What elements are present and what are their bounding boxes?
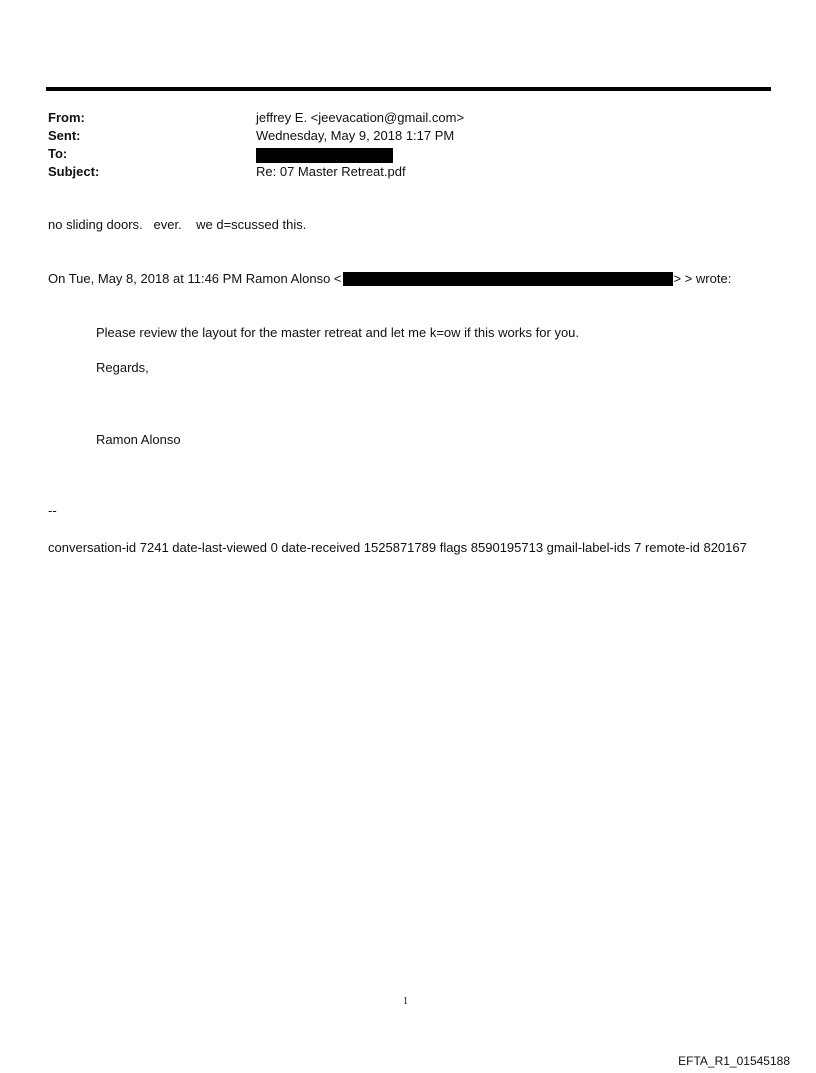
quote-intro: [48, 270, 731, 287]
redaction-box: [343, 272, 673, 286]
sent-value: Wednesday, May 9, 2018 1:17 PM: [256, 128, 455, 143]
bates-number: EFTA_R1_01545188: [678, 1054, 790, 1068]
email-header: [48, 109, 768, 181]
quote-intro-prefix: On Tue, May 8, 2018 at 11:46 PM Ramon Alonso <: [48, 271, 342, 286]
quote-intro-suffix: > > wrote:: [673, 271, 732, 286]
reply-text: no sliding doors. ever. we d=scussed this.: [48, 217, 307, 232]
subject-value: Re: 07 Master Retreat.pdf: [256, 164, 406, 179]
from-row: [48, 109, 768, 127]
quoted-message: Please review the layout for the master retreat and let me k=ow if this works for you.: [96, 325, 580, 340]
from-value: jeffrey E. <jeevacation@gmail.com>: [256, 110, 465, 125]
quoted-signature: Ramon Alonso: [96, 432, 181, 447]
to-row: [48, 145, 768, 163]
to-label: To:: [48, 146, 68, 161]
sent-label: Sent:: [48, 128, 81, 143]
to-value: [256, 145, 393, 163]
sent-row: [48, 127, 768, 145]
page-number: 1: [403, 996, 408, 1007]
metadata-text: conversation-id 7241 date-last-viewed 0 date-received 1525871789 flags 8590195713 gmail-label-ids 7 remote-id 820167: [48, 540, 747, 555]
header-rule: [46, 87, 771, 91]
from-label: From:: [48, 110, 85, 125]
signature-separator: --: [48, 503, 57, 518]
redaction-box: [256, 148, 393, 163]
subject-row: [48, 163, 768, 181]
subject-label: Subject:: [48, 164, 100, 179]
quoted-regards: Regards,: [96, 360, 149, 375]
